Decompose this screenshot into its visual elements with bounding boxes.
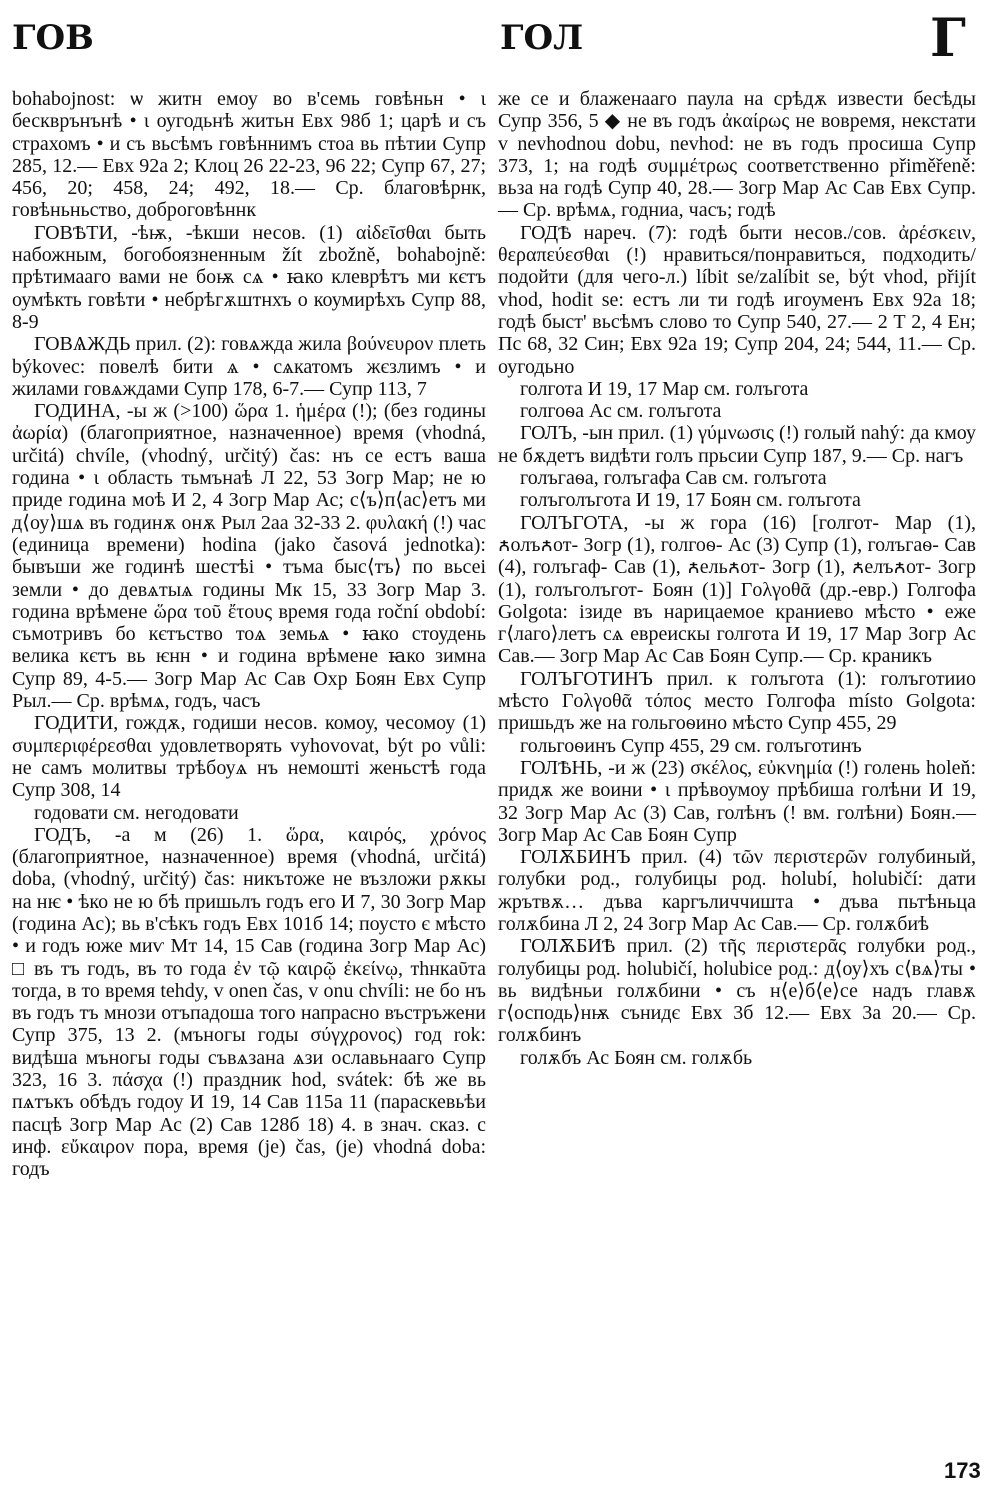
dictionary-entry: ГОЛЪ, -ын прил. (1) γύμνωσις (!) голый nahý: да кмоу не бѫдетъ видѣти голъ прьсии Супр 187, 9.— Ср. нагъ — [498, 422, 976, 467]
dictionary-entry: ГОЛѢНЬ, -и ж (23) σκέλος, εὐκνημία (!) голень holeň: придѫ же воини • ι прѣвоумоу прѣбиша голѣни И 19, 32 Зогр Мар Ас (3) Сав, голѣнъ (! вм. голѣни) Боян.— Зогр Мар Ас Сав Боян Супр — [498, 756, 976, 846]
dictionary-entry: голъголъгота И 19, 17 Боян см. голъгота — [520, 489, 861, 512]
dictionary-entry: ГОЛЪГОТА, -ы ж гора (16) [голгот- Мар (1), ꙉолъꙉот- Зогр (1), голгоѳ- Ас (3) Супр (1), голъгаѳ- Сав (4), голъгаф- Сав (1), ꙉельꙉот- Зогр (1), ꙉелъꙉот- Зогр (1), голъголъгот- Боян (1)] Γολγοθᾶ (др.-евр.) Голгофа Golgota: ізиде въ нарицаемое краниево мѣсто • еже г⟨лаго⟩летъ сѧ евреискы голгота И 19, 17 Мар Зогр Ас Сав.— Зогр Мар Ас Сав Боян Супр.— Ср. краникъ — [498, 511, 976, 668]
dictionary-entry: же се и блаженааго паула на срѣдѫ извести бесѣды Супр 356, 5 ◆ не въ годъ ἀκαίρως не вовремя, некстати v nevhodnou dobu, nevhod: не въ годъ просиша Супр 373, 1; на годѣ συμμέτρως соответственно přiměřeně: вьза на годѣ Супр 40, 28.— Зогр Мар Ас Сав Евх Супр.— Ср. врѣмѧ, годниа, часъ; годѣ — [498, 88, 976, 222]
dictionary-entry: ГОЛѪБИНЪ прил. (4) τῶν περιστερῶν голубиный, голубки род., голубицы род. holubí, holubičí: дати жрътвѫ… дъва каргъличчишта • дъва пьтѣньца голѫбина Л 2, 24 Зогр Мар Ас Сав.— Ср. голѫбиѣ — [498, 846, 976, 935]
dictionary-entry: ГОДИТИ, гождѫ, годиши несов. комоу, чесомоу (1) συμπεριφέρεσθαι удовлетворять vyhovovat, být po vůli: не самъ молитвы трѣбоуѧ нъ немошті женьстѣ года Супр 308, 14 — [12, 712, 486, 802]
dictionary-entry: bohabojnost: ѡ житн емоу во в'семь говѣньн • ι бескврънънѣ • ι оугодьнѣ житьн Евх 98б 1; царѣ и съ страхомъ • и съ вьсѣмъ говѣннимъ стоа вь пѣтии Супр 285, 12.— Евх 92а 2; Клоц 26 22-23, 96 22; Супр 67, 27; 456, 20; 458, 24; 492, 18.— Ср. благовѣрнк, говѣньньство, доброговѣннк — [12, 88, 486, 222]
right-column — [498, 88, 976, 1069]
dictionary-entry: голъгаѳа, голъгафа Сав см. голъгота — [520, 467, 827, 490]
dictionary-entry: ГОВѢТИ, -ѣѭ, -ѣкши несов. (1) αἰδεῖσθαι быть набожным, богобоязненным žít zbožně, bohabojně: прѣтимааго вами не боѭ сѧ • ꙗко клеврѣтъ ми кєтъ оумѣкть говѣти • небрѣгѫштнхъ о коумирѣхъ Супр 88, 8-9 — [12, 221, 486, 333]
running-head-center: ГОЛ — [500, 18, 584, 58]
left-column — [12, 88, 486, 1181]
dictionary-entry: голгота И 19, 17 Мар см. голъгота — [520, 377, 809, 400]
section-letter: Г — [930, 8, 966, 69]
dictionary-entry: ГОЛѪБИѢ прил. (2) τῆς περιστερᾶς голубки род., голубицы род. holubičí, holubice род.: д⟨оу⟩хъ с⟨вѧ⟩ты • вь видѣньи голѫбини • съ н⟨е⟩б⟨е⟩се надъ главѫ г⟨осподь⟩нѭ сънидє Евх 3б 12.— Евх 3а 20.— Ср. голѫбинъ — [498, 935, 976, 1047]
dictionary-entry: голгоѳа Ас см. голъгота — [520, 400, 722, 423]
page-number: 173 — [944, 1458, 981, 1483]
dictionary-entry: годовати см. негодовати — [34, 801, 239, 824]
dictionary-entry: ГОДИНА, -ы ж (>100) ὥρα 1. ἡμέρα (!); (без годины ἀωρία) (благоприятное, назначенное) время (vhodná, určitá) chvíle, (vhodný, určitý) čas: нъ се естъ ваша година • ι область тьмънаѣ Л 22, 53 Зогр Мар; не ю приде година моѣ И 2, 4 Зогр Мар Ас; с⟨ъ⟩п⟨ас⟩етъ ми д⟨оу⟩шѧ въ годинѫ онѫ Рыл 2аа 32-33 2. φυλακή (!) час (единица времени) hodina (jako časová jednotka): бывъши же годинѣ шестѣі • тъма быс⟨тъ⟩ по вьсеі земли • до девѧтыѧ годины Мк 15, 33 Зогр Мар 3. година врѣмене ὥρα τοῦ ἔτους время года roční období: съмотривъ бо кєтъство тоѧ земьѧ • ꙗко стоудень велика кєтъ вь ѥнн • и година врѣмене ꙗко зимна Супр 89, 4-5.— Зогр Мар Ас Сав Охр Боян Евх Супр Рыл.— Ср. врѣмѧ, годъ, часъ — [12, 400, 486, 713]
dictionary-entry: ГОДЪ, -а м (26) 1. ὥρα, καιρός, χρόνος (благоприятное, назначенное) время (vhodná, určitá) doba, (vhodný, určitý) čas: никътоже не възложи рѫкы на нѥ • ѣко не ю бѣ пришьлъ годъ его И 7, 30 Зогр Мар (година Ас); вь в'сѣкъ годъ Евх 101б 14; поусто є мѣсто • и годъ юже миѵ Мт 14, 15 Сав (година Зогр Мар Ас) □ въ тъ годъ, въ то года ἐν τῷ καιρῷ ἐκείνῳ, тhнкаῦта тогда, в то время tehdy, v onen čas, v onu chvíli: не бо нъ въ годъ тъ мнози отъпадоша того напрасно въстръжени Супр 375, 13 2. (мъногы годы σύγχρονος) год rok: видѣша мъногы годы съвѧзана ѧзи ославьнааго Супр 323, 16 3. πάσχα (!) праздник hod, svátek: бѣ же вь пѧтъкъ обѣдъ годоу И 19, 14 Сав 115а 11 (параскевьѣи пасцѣ Зогр Мар Ас (2) Сав 128б 18) 4. в знач. сказ. с инф. εὔκαιρον пора, время (je) čas, (je) vhodná doba: годъ — [12, 823, 486, 1181]
dictionary-entry: гольгоѳинъ Супр 455, 29 см. голъготинъ — [520, 734, 862, 757]
dictionary-entry: ГОВѦЖДЬ прил. (2): говѧжда жила βούνευρον плеть býkovec: повелѣ бити ѧ • сѧкатомъ жєзлимъ • и жилами говѧждами Супр 178, 6-7.— Супр 113, 7 — [12, 333, 486, 400]
running-head-left: ГОВ — [12, 18, 94, 58]
dictionary-entry: ГОДѢ нареч. (7): годѣ быти несов./сов. ἀρέσκειν, θεραπεύεσθαι (!) нравиться/понравиться, подходить/подойти (для чего-л.) líbit se/zalíbit se, být vhod, přijít vhod, hodit se: естъ ли ти годѣ игоуменъ Евх 92а 18; годѣ быст' вьсѣмъ слово то Супр 540, 27.— 2 Т 2, 4 Ен; Пс 68, 32 Син; Евх 92а 19; Супр 204, 24; 544, 11.— Ср. оугодьно — [498, 221, 976, 378]
dictionary-entry: голѫбъ Ас Боян см. голѫбь — [520, 1046, 753, 1069]
dictionary-entry: ГОЛЪГОТИНЪ прил. к голъгота (1): голъготиио мѣсто Γολγοθᾶ τόπος место Голгофа místo Golgota: пришьдъ же на гольгоѳино мѣсто Супр 455, 29 — [498, 667, 976, 735]
